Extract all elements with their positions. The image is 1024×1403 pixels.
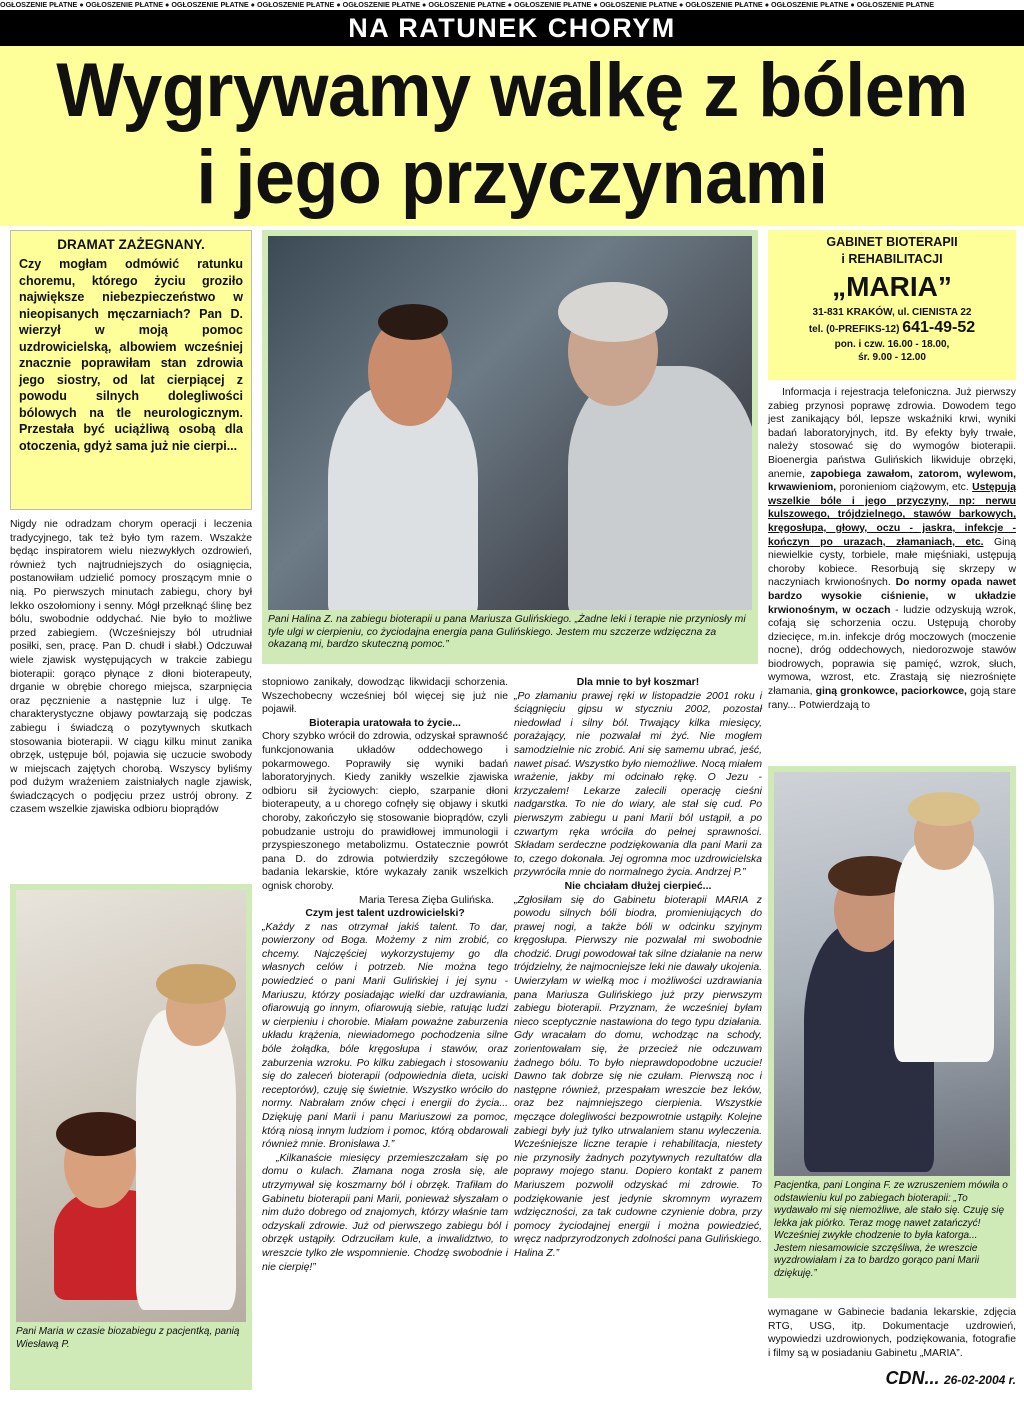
column-4-paragraph: [768, 386, 1016, 712]
clinic-hours-1: pon. i czw. 16.00 - 18.00,: [834, 339, 950, 350]
col4-run-b: zapobiega zawałom, zatorom, wylewom, krwawieniom,: [768, 468, 1017, 494]
advert-strip: OGŁOSZENIE PŁATNE ● OGŁOSZENIE PŁATNE ● OGŁOSZENIE PŁATNE ● OGŁOSZENIE PŁATNE ● OGŁOSZENIE PŁATNE ● OGŁOSZENIE PŁATNE ● OGŁOSZENIE PŁATNE ● OGŁOSZENIE PŁATNE ● OGŁOSZENIE PŁATNE ● OGŁOSZENIE PŁATNE ● OGŁOSZENIE PŁATNE: [0, 0, 935, 9]
column-3-paragraph-1: „Po złamaniu prawej ręki w listopadzie 2001 roku i ściągnięciu gipsu w styczniu 2002, pozostał niedowład i silny ból. Trwający kilka miesięcy, porażający, nie pozwalał mi żyć. Nie mogłem samodzielnie nic zrobić. Ani się samemu ubrać, jeść, nawet pisać. Wszystko było niemożliwe. Nocą miałem wrażenie, jakby mi odcinało rękę. O Jezu - krzyczałem! Lekarze zalecili operację cieśni nadgarstka. To nie do wiary, ale stał się cud. Po pierwszym zabiegu u pani Marii ból ustąpił, a po czwartym ręka wróciła do pełnej sprawności. Składam serdeczne podziękowania dla pani Marii za to, czego dokonała. Jej ogromna moc uzdrowicielska przywróciła mnie do normalnego życia. Andrzej P.”: [514, 690, 762, 879]
col4-run-i: goją stare rany... Potwierdzają to: [768, 686, 1016, 711]
column-2-signature: Maria Teresa Zięba Gulińska.: [359, 894, 494, 906]
col4-run-c: poronieniom ciążowym, etc.: [836, 482, 973, 494]
column-2-text: [262, 676, 508, 1396]
section-title: NA RATUNEK CHORYM: [348, 13, 676, 43]
photo-left: [10, 884, 252, 1390]
clinic-phone-prefix: tel. (0-PREFIKS-12): [808, 324, 900, 335]
footer-cdn: CDN...: [885, 1368, 940, 1388]
col4-run-g: - ludzie odzyskują wzrok, cofają się schorzenia oczu. Ustępują choroby dziecięce, m.in. infekcje dróg moczowych (moczenie nocne), dróg oddechowych, niedorozwoje stawów biodrowych, poprawia się pamięć, wzrok, słuch, wymowa, wzrost, etc. Zrastają się niezrośnięte złamania,: [768, 604, 1016, 698]
photo-main-image: [268, 236, 752, 610]
clinic-line-1: GABINET BIOTERAPII: [826, 235, 958, 249]
column-3-subheading-2: Nie chciałam dłużej cierpieć...: [564, 880, 712, 892]
column-2-paragraph-1: stopniowo zanikały, dowodząc likwidacji schorzenia. Wszechobecny wcześniej ból więcej się już nie pojawił.: [262, 677, 508, 716]
photo-left-caption: Pani Maria w czasie biozabiegu z pacjentką, panią Wiesławą P.: [16, 1326, 240, 1350]
lead-title: DRAMAT ZAŻEGNANY.: [57, 237, 205, 252]
column-4-ending-text: wymagane w Gabinecie badania lekarskie, zdjęcia RTG, USG, itp. Dokumentacje uzdrowień, wypowiedzi uzdrowionych, podziękowania, fotografie i filmy są w posiadaniu Gabinetu „MARIA”.: [768, 1307, 1016, 1359]
photo-right-image: [774, 772, 1010, 1176]
clinic-phone: 641-49-52: [902, 319, 976, 336]
col4-run-e: Giną niewielkie cysty, torbiele, małe mięśniaki, ustępują choroby kobiece. Resorbują się skrzepy w naczyniach krwionośnych.: [768, 536, 1016, 589]
lead-box: [10, 230, 252, 510]
clinic-line-2: i REHABILITACJI: [841, 252, 943, 266]
column-2-subheading-2: Czym jest talent uzdrowicielski?: [305, 908, 465, 920]
column-2-paragraph-2: Chory szybko wrócił do zdrowia, odzyskał sprawność funkcjonowania układów oddechowego i pokarmowego. Poprawiły się wyniki badań laboratoryjnych. Kiedy zanikły wszelkie zjawiska odbioru sił życiowych: ciepło, szarpanie dłoni bioterapeuty, a u chorego cofnęły się objawy i skutki choroby, zakończyło się stosowanie bioprądów, czyli pobudzanie ustroju do prawidłowej immunologii i przyspieszonego metabolizmu. Ostatecznie powrót pana D. do zdrowia potwierdziły szczegółowe badania lekarskie, które wykazały zanik wszelkich ognisk choroby.: [262, 731, 508, 892]
column-2-subheading-1: Bioterapia uratowała to życie...: [309, 717, 461, 729]
headline: [0, 47, 1024, 221]
photo-right-caption: Pacjentka, pani Longina F. ze wzruszeniem mówiła o odstawieniu kul po zabiegach bioterapii: „To wydawało mi się niemożliwe, ale stało się. Czuję się lekka jak piórko. Teraz mogę nawet zatańczyć! Wcześniej zwykłe chodzenie to była katorga... Jestem niesamowicie szczęśliwa, że wreszcie wyzdrowiałam i za to bardzo gorąco pani Marii dziękuję.”: [774, 1180, 1008, 1279]
headline-line-2: i jego przyczynami: [196, 135, 828, 220]
clinic-hours-2: śr. 9.00 - 12.00: [858, 352, 926, 363]
column-4-text: [768, 386, 1016, 762]
photo-main: [262, 230, 758, 664]
photo-main-caption: Pani Halina Z. na zabiegu bioterapii u pana Mariusza Gulińskiego. „Żadne leki i terapie nie przyniosły mi tyle ulgi w cierpieniu, co życiodajna energia pana Gulińskiego. Jestem mu szczerze wdzięczna za okazaną mi, bardzo skuteczną pomoc.”: [268, 614, 746, 650]
clinic-name: „MARIA”: [832, 271, 952, 302]
clinic-info-box: [768, 230, 1016, 380]
headline-line-1: Wygrywamy walkę z bólem: [56, 48, 968, 133]
column-4-ending: [768, 1306, 1016, 1366]
footer-date: 26-02-2004 r.: [943, 1373, 1016, 1387]
clinic-phone-line: [774, 319, 1010, 338]
col4-run-f: Do normy opada nawet bardzo wysokie ciśnienie, w układzie krwionośnym, w oczach: [768, 577, 1017, 616]
column-3-subheading-1: Dla mnie to był koszmar!: [576, 677, 700, 688]
column-3-text: [514, 676, 762, 1396]
column-3-paragraph-2: „Zgłosiłam się do Gabinetu bioterapii MARIA z powodu silnych bóli biodra, promieniujących do prawej nogi, a także bóli w odcinku szyjnym kręgosłupa. Pierwszy nie pozwalał mi swobodnie chodzić. Drugi powodował tak silne działanie na nerw trójdzielny, że najmocniejsze leki nie dawały ukojenia. Uwierzyłam w wielką moc i możliwości uzdrawiania pana Mariusza Gulińskiego już przy pierwszym zabiegu bioterapii. Przyznam, że wcześniej byłam nieco sceptycznie nastawiona do tego typu działania. Gdy wracałam do domu, wchodząc na schody, zorientowałam się, że przecież nie odczuwam żadnego bólu. To było nieprawdopodobne uczucie! Dawno tak dobrze się nie czułam. Pierwszą noc i następne również, przespałam wreszcie bez leków, oraz bez najmniejszego cierpienia. Wszystkie męczące dolegliwości bezpowrotnie ustąpiły. Kolejne zabiegi były już tylko utrwalaniem stanu wyleczenia. Wcześniejsze liczne terapie i rehabilitacja, niestety nie przynosiły żadnych pozytywnych rezultatów dla poprawy mojego stanu. Dopiero kontakt z panem Mariuszem pozwolił odzyskać mi zdrowie. To podziękowanie jest jedynie skromnym wyrazem wdzięczności, za tak cudowne czynienie dobra, przy pomocy życiodajnej energii i można powiedzieć, wręcz nadprzyrodzonych zdolności pana Gulińskiego. Halina Z.”: [514, 894, 762, 1259]
photo-right: [768, 766, 1016, 1298]
clinic-address: 31-831 KRAKÓW, ul. CIENISTA 22: [812, 307, 972, 318]
column-1-text: [10, 518, 252, 880]
footer: [768, 1368, 1016, 1398]
lead-text: Czy mogłam odmówić ratunku choremu, którego życiu groziło największe niebezpieczeństwo w nieopisanych męczarniach? Pan D. wierzył w moją pomoc uzdrowicielską, albowiem wcześniej znacznie poprawiłam stan zdrowia jego siostry, od lat cierpiącej z powodu silnych dolegliwości bólowych na tle neurologicznym. Przestała być uciążliwą osobą dla otoczenia, gdyż sama już nie cierpi...: [19, 257, 243, 453]
column-1-paragraph: Nigdy nie odradzam chorym operacji i leczenia tradycyjnego, tak też było tym razem. Wszakże będąc inspiratorem wielu niezwykłych ozdrowień, również tych najtrudniejszych do osiągnięcia, postanowiłam udzielić pomocy proszącym mnie o nią. Po pierwszych minutach zabiegu, chory był lekko oszołomiony i senny. Mógł przełknąć ślinę bez bólu, swobodnie oddychać. Nie było to możliwe przed zabiegiem. (Wcześniejszy ból utrudniał posiłki, sen, pracę. Pan D. chudł i słabł.) Odczuwał wiele zjawisk występujących w trakcie zabiegu bioterapii: gorąco płynące z dłoni bioterapeuty, drganie w obrębie chorego miejsca, szarpnięcia oraz pęcznienie a następnie luz i ulgę. Te charakterystyczne objawy powtarzają się podczas zabiegu i świadczą o pozytywnych skutkach stosowania bioterapii. W ciągu kilku minut zanika obrzęk, ustępuje ból, pojawia się uczucie swobody w miejscach zajętych chorobą. Wszyscy byliśmy pod dużym wrażeniem zaistniałych nagle zjawisk, świadczących o podjęciu przez ustrój obrony. Z czasem wszelkie zjawiska odbioru bioprądów: [10, 519, 252, 816]
column-2-paragraph-3: „Każdy z nas otrzymał jakiś talent. To dar, powierzony od Boga. Możemy z nim zrobić, co chcemy. Najczęściej wykorzystujemy go dla własnych celów i potrzeb. Nie można tego powiedzieć o pani Marii Gulińskiej i jej synu - Mariuszu, którzy posiadając wielki dar uzdrawiania, ofiarowują go innym, ofiarowują siebie, ratując ludzi w cierpieniu i chorobie. Miałam poważne zaburzenia układu krążenia, niewiadomego pochodzenia silne bóle żołądka, bóle kręgosłupa i stawów, oraz zaburzenia wzroku. Po kilku zabiegach i stosowaniu się do zaleceń bioterapii (odpowiednia dieta, uciski receptorów), czuję się świetnie. Wszystko wróciło do normy. Nabrałam znów chęci i energii do życia... Dziękuję pani Marii i panu Mariuszowi za pomoc, którą niosą innym ludziom i pomoc, którą obdarowali również mnie. Bronisława J.”: [262, 921, 508, 1151]
column-2-paragraph-4: „Kilkanaście miesięcy przemieszczałam się po domu o kulach. Złamana noga zrosła się, ale utrzymywał się koszmarny ból i obrzęk. Trafiłam do Gabinetu bioterapii pani Marii, ponieważ słyszałam o nim dużo dobrego od znajomych, którzy właśnie tam odzyskali zdrowie. Już od pierwszego zabiegu ból i obrzęk ustąpiły. Odrzuciłam kule, a inwalidztwo, to wreszcie tylko złe wspomnienie. Chodzę swobodnie i nie cierpię!”: [262, 1152, 508, 1273]
col4-run-h: giną gronkowce, paciorkowce,: [815, 686, 967, 698]
photo-left-image: [16, 890, 246, 1322]
col4-run-d: Ustępują wszelkie bóle i jego przyczyny, np: nerwu kulszowego, trójdzielnego, stawów barkowych, kręgosłupa, głowy, oczu - jaskra, infekcje - kończyn po urazach, złamaniach, etc.: [768, 482, 1016, 548]
col4-run-a: Informacja i rejestracja telefoniczna. Już pierwszy zabieg przynosi poprawę zdrowia. Dowodem tego jest zanikający ból, lepsze wskaźniki krwi, wyniki badań laboratoryjnych, itd. By efekty były trwałe, należy stosować się do wymogów bioterapii. Bioenergia państwa Gulińskich likwiduje obrzęki, anemie,: [768, 387, 1016, 480]
